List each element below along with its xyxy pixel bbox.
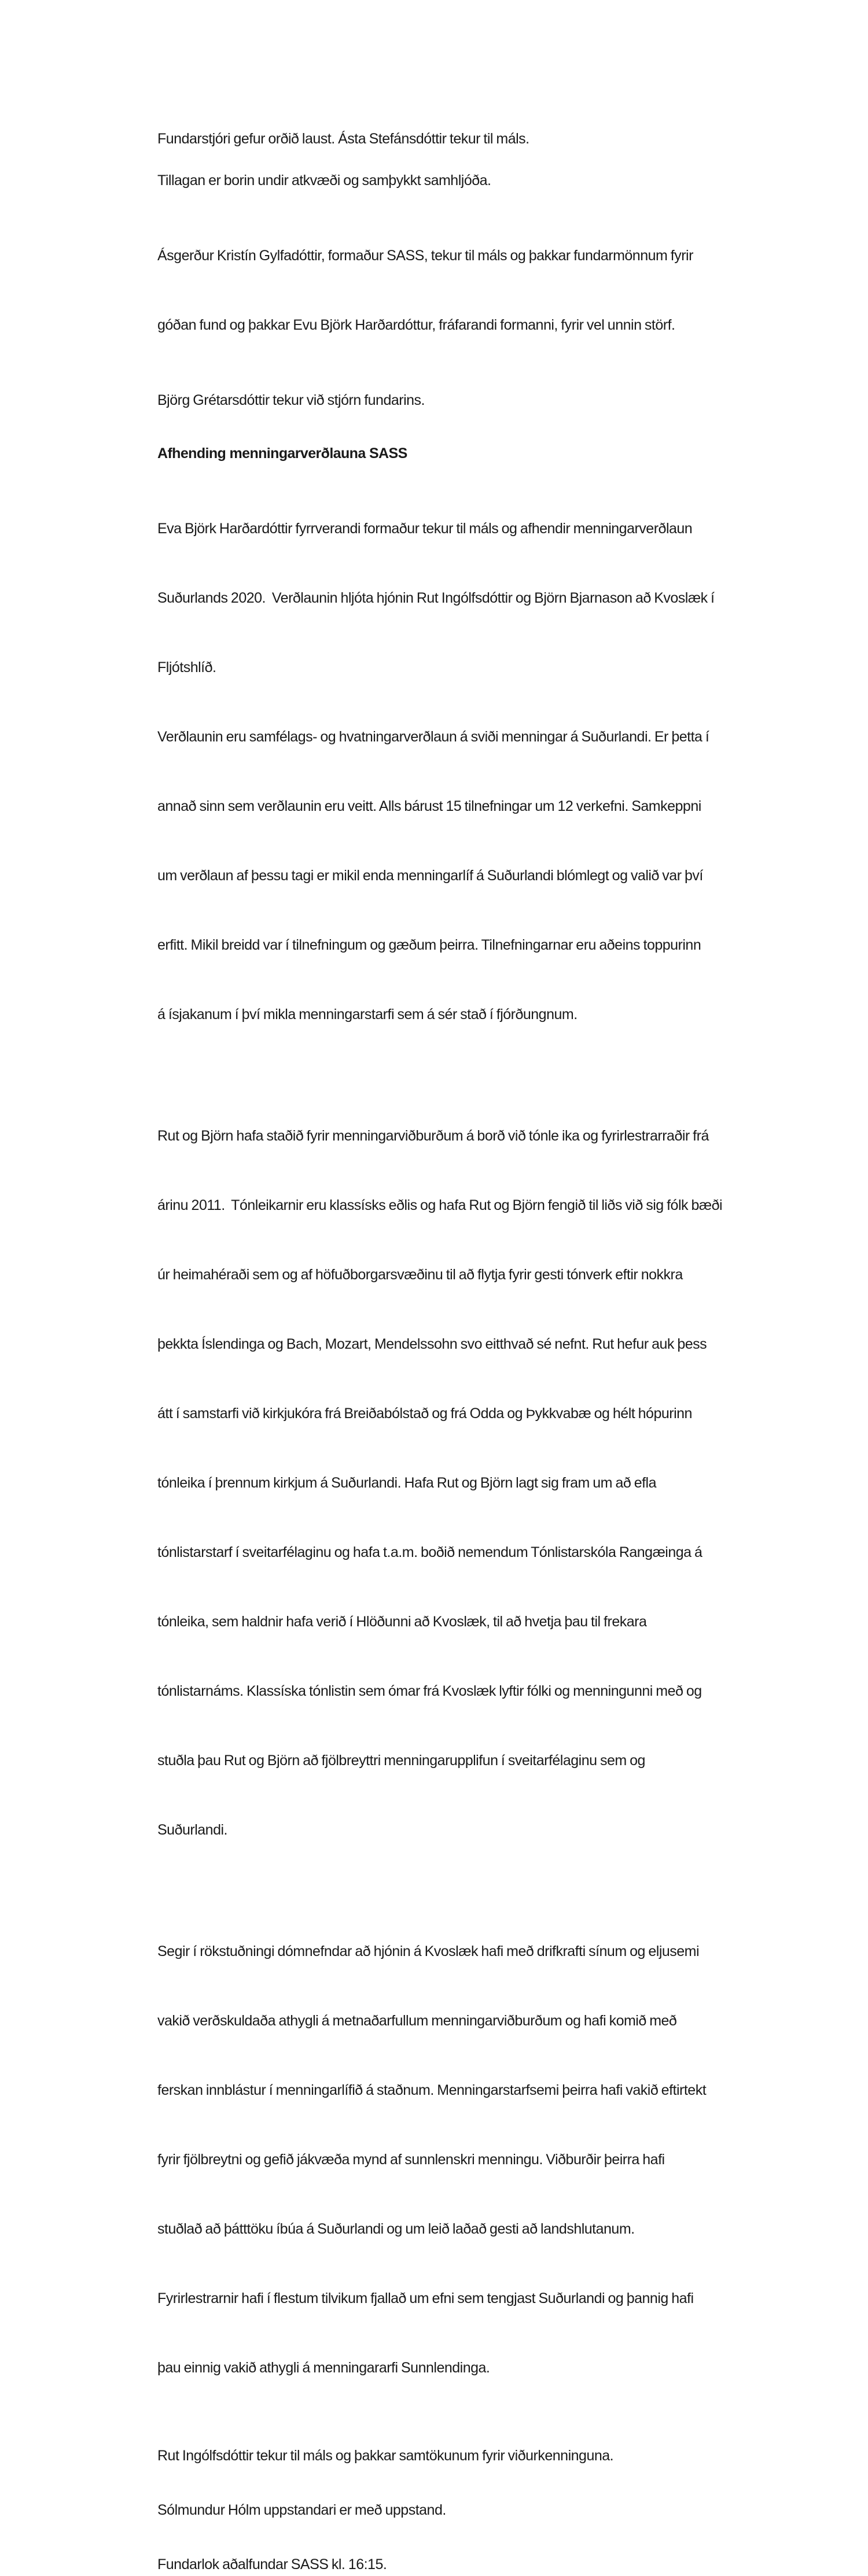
text-line: tónlistarnáms. Klassíska tónlistin sem ómar frá Kvoslæk lyftir fólki og menningunni með og: [157, 1683, 702, 1699]
text-line: annað sinn sem verðlaunin eru veitt. Alls bárust 15 tilnefningar um 12 verkefni. Samkeppni: [157, 798, 701, 814]
text-line: fyrir fjölbreytni og gefið jákvæða mynd af sunnlenskri menningu. Viðburðir þeirra hafi: [157, 2151, 665, 2168]
text-line: Suðurlandi.: [157, 1822, 227, 1838]
text-line: Rut og Björn hafa staðið fyrir menningarviðburðum á borð við tónle ika og fyrirlestrarraðir frá: [157, 1128, 709, 1144]
paragraph-meeting-end: Fundarlok aðalfundar SASS kl. 16:15.: [157, 2556, 387, 2573]
text-line: góðan fund og þakkar Evu Björk Harðardóttur, fráfarandi formanni, fyrir vel unnin störf.: [157, 317, 675, 333]
paragraph-chair-thanks: [157, 198, 777, 383]
text-line: úr heimahéraði sem og af höfuðborgarsvæðinu til að flytja fyrir gesti tónverk eftir nokkra: [157, 1267, 683, 1283]
paragraph-chair-opens-floor: Fundarstjóri gefur orðið laust. Ásta Stefánsdóttir tekur til máls.: [157, 131, 529, 147]
text-line: átt í samstarfi við kirkjukóra frá Breiðabólstað og frá Odda og Þykkvabæ og hélt hópurinn: [157, 1405, 692, 1422]
text-line: stuðlað að þátttöku íbúa á Suðurlandi og um leið laðað gesti að landshlutanum.: [157, 2221, 635, 2237]
text-line: á ísjakanum í því mikla menningarstarfi sem á sér stað í fjórðungnum.: [157, 1006, 578, 1023]
paragraph-chair-handover: Björg Grétarsdóttir tekur við stjórn fundarins.: [157, 392, 425, 408]
text-line: stuðla þau Rut og Björn að fjölbreyttri menningarupplifun í sveitarfélaginu sem og: [157, 1752, 645, 1769]
paragraph-jury-rationale: [157, 1894, 777, 2426]
paragraph-recipient-thanks: Rut Ingólfsdóttir tekur til máls og þakkar samtökunum fyrir viðurkenninguna.: [157, 2448, 614, 2464]
text-line: um verðlaun af þessu tagi er mikil enda menningarlíf á Suðurlandi blómlegt og valið var því: [157, 868, 703, 884]
document-body: [157, 127, 777, 2576]
text-line: Fljótshlíð.: [157, 659, 216, 676]
text-line: Ásgerður Kristín Gylfadóttir, formaður SASS, tekur til máls og þakkar fundarmönnum fyrir: [157, 248, 693, 264]
text-line: árinu 2011. Tónleikarnir eru klassísks eðlis og hafa Rut og Björn fengið til liðs við sig fólk bæði: [157, 1197, 723, 1213]
text-line: Verðlaunin eru samfélags- og hvatningarverðlaun á sviði menningar á Suðurlandi. Er þetta í: [157, 729, 709, 745]
text-line: þau einnig vakið athygli á menningararfi Sunnlendinga.: [157, 2360, 490, 2376]
paragraph-motion-approved: Tillagan er borin undir atkvæði og samþykkt samhljóða.: [157, 172, 491, 189]
paragraph-recipients-activities: [157, 1078, 777, 1888]
text-line: tónleika, sem haldnir hafa verið í Hlöðunni að Kvoslæk, til að hvetja þau til frekara: [157, 1614, 647, 1630]
text-line: tónleika í þrennum kirkjum á Suðurlandi. Hafa Rut og Björn lagt sig fram um að efla: [157, 1475, 657, 1491]
text-line: Segir í rökstuðningi dómnefndar að hjónin á Kvoslæk hafi með drifkrafti sínum og eljusemi: [157, 1943, 700, 1959]
section-heading: Afhending menningarverðlauna SASS: [157, 445, 407, 462]
text-line: ferskan innblástur í menningarlífið á staðnum. Menningarstarfsemi þeirra hafi vakið eftirtekt: [157, 2082, 707, 2098]
paragraph-award-announcement: [157, 471, 777, 1072]
text-line: vakið verðskuldaða athygli á metnaðarfullum menningarviðburðum og hafi komið með: [157, 2013, 677, 2029]
text-line: Fyrirlestrarnir hafi í flestum tilvikum fjallað um efni sem tengjast Suðurlandi og þannig hafi: [157, 2290, 694, 2306]
text-line: Eva Björk Harðardóttir fyrrverandi formaður tekur til máls og afhendir menningarverðlaun: [157, 521, 693, 537]
text-line: erfitt. Mikil breidd var í tilnefningum og gæðum þeirra. Tilnefningarnar eru aðeins toppurinn: [157, 937, 701, 953]
paragraph-standup: Sólmundur Hólm uppstandari er með uppstand.: [157, 2502, 446, 2518]
text-line: Suðurlands 2020. Verðlaunin hljóta hjónin Rut Ingólfsdóttir og Björn Bjarnason að Kvoslæk í: [157, 590, 715, 606]
text-line: þekkta Íslendinga og Bach, Mozart, Mendelssohn svo eitthvað sé nefnt. Rut hefur auk þess: [157, 1336, 707, 1352]
text-line: tónlistarstarf í sveitarfélaginu og hafa t.a.m. boðið nemendum Tónlistarskóla Rangæinga á: [157, 1544, 703, 1560]
